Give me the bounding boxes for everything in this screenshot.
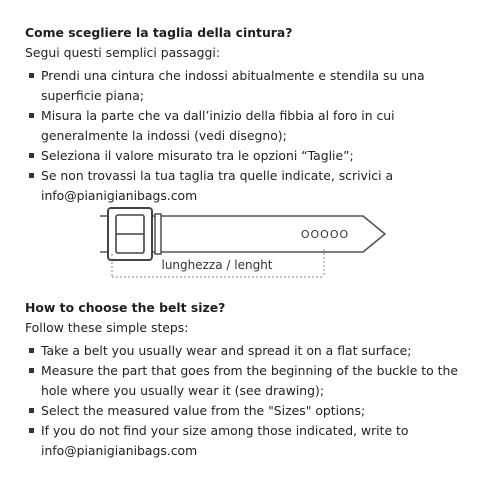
english-intro: Follow these simple steps: — [25, 320, 189, 335]
english-step-1: Take a belt you usually wear and spread it on a flat surface; — [25, 341, 465, 361]
italian-section — [25, 23, 465, 206]
italian-step-3: Seleziona il valore misurato tra le opzioni “Taglie”; — [25, 146, 465, 166]
english-step-4: If you do not find your size among those indicated, write to info@pianigianibags.com — [25, 421, 465, 461]
english-step-3: Select the measured value from the "Sizes" options; — [25, 401, 465, 421]
italian-step-2: Misura la parte che va dall’inizio della fibbia al foro in cui generalmente la indossi (vedi disegno); — [25, 106, 465, 146]
english-section — [25, 298, 465, 461]
italian-step-4: Se non trovassi la tua taglia tra quelle indicate, scrivici a info@pianigianibags.com — [25, 166, 465, 206]
measure-label: lunghezza / lenght — [161, 258, 273, 272]
italian-steps-list — [25, 66, 465, 206]
belt-holes-label: OOOOO — [300, 228, 350, 241]
english-step-2: Measure the part that goes from the beginning of the buckle to the hole where you usually wear it (see drawing); — [25, 361, 465, 401]
english-steps-list — [25, 341, 465, 461]
italian-heading: Come scegliere la taglia della cintura? — [25, 25, 293, 40]
italian-step-1: Prendi una cintura che indossi abitualmente e stendila su una superficie piana; — [25, 66, 465, 106]
belt-keeper — [155, 214, 161, 254]
belt-measurement-diagram — [95, 207, 395, 282]
english-heading: How to choose the belt size? — [25, 300, 226, 315]
belt-drawing — [95, 207, 395, 282]
italian-intro: Segui questi semplici passaggi: — [25, 45, 221, 60]
